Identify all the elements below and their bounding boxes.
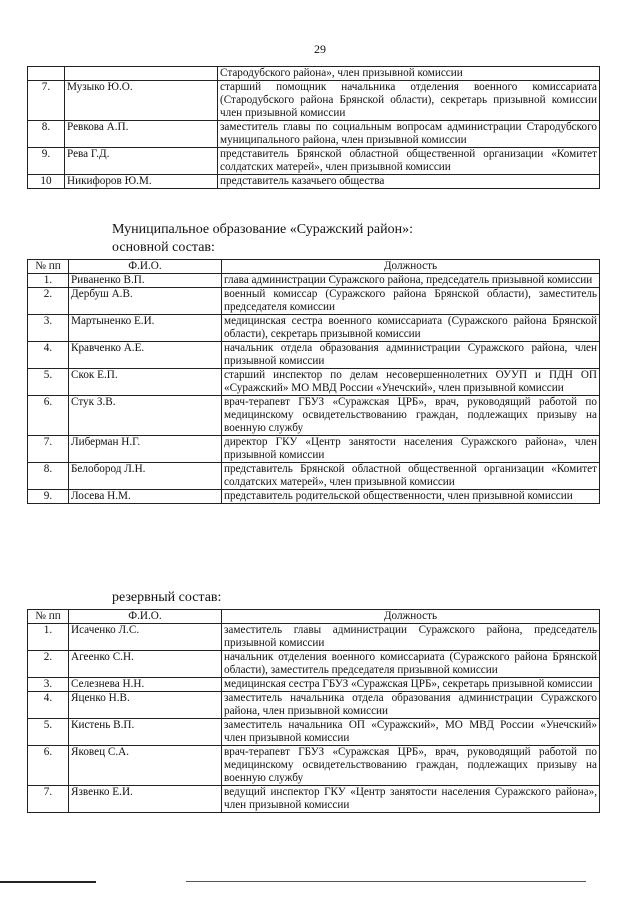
row-number: 8. [28, 463, 69, 490]
member-name: Яковец С.А. [69, 746, 222, 786]
member-position: директор ГКУ «Центр занятости населения Суражского района», член призывной комиссии [222, 436, 600, 463]
member-name: Музыко Ю.О. [65, 81, 218, 121]
row-number: 3. [28, 678, 69, 692]
header-num: № пп [28, 610, 69, 624]
row-number: 4. [28, 692, 69, 719]
header-position: Должность [222, 260, 600, 274]
member-name: Кистень В.П. [69, 719, 222, 746]
member-position: заместитель начальника ОП «Суражский», МО МВД России «Унечский» член призывной комиссии [222, 719, 600, 746]
table-row [28, 651, 600, 678]
row-number: 7. [28, 81, 65, 121]
table-row [28, 436, 600, 463]
header-name: Ф.И.О. [69, 260, 222, 274]
table-row [28, 274, 600, 288]
header-name: Ф.И.О. [69, 610, 222, 624]
reserve-composition-heading: резервный состав: [112, 590, 222, 605]
member-name: Ревкова А.П. [65, 121, 218, 148]
row-number: 2. [28, 651, 69, 678]
member-name: Дербуш А.В. [69, 288, 222, 315]
row-number: 6. [28, 746, 69, 786]
table-row [28, 288, 600, 315]
main-composition-table [27, 259, 600, 504]
table-row [28, 692, 600, 719]
row-number: 2. [28, 288, 69, 315]
member-position: медицинская сестра военного комиссариата (Суражского района Брянской области), секретарь призывной комиссии [222, 315, 600, 342]
member-position: начальник отделения военного комиссариата (Суражского района Брянской области), заместитель председателя призывной комиссии [222, 651, 600, 678]
header-num: № пп [28, 260, 69, 274]
member-name: Лосева Н.М. [69, 490, 222, 504]
table-header-row [28, 610, 600, 624]
member-name [65, 67, 218, 81]
row-number: 10 [28, 175, 65, 189]
table-row [28, 719, 600, 746]
row-number: 5. [28, 369, 69, 396]
member-name: Скок Е.П. [69, 369, 222, 396]
table-row [28, 678, 600, 692]
municipality-heading: Муниципальное образование «Суражский район»: [112, 222, 413, 237]
reserve-composition-table [27, 609, 600, 813]
member-name: Кравченко А.Е. [69, 342, 222, 369]
row-number [28, 67, 65, 81]
member-position: Стародубского района», член призывной комиссии [218, 67, 600, 81]
table-row [28, 121, 600, 148]
table-row [28, 369, 600, 396]
member-position: заместитель начальника отдела образования администрации Суражского района, член призывной комиссии [222, 692, 600, 719]
footer-rule [0, 881, 96, 883]
member-position: старший помощник начальника отделения военного комиссариата (Стародубского района Брянской области), секретарь призывной комиссии член призывной комиссии [218, 81, 600, 121]
member-position: врач-терапевт ГБУЗ «Суражская ЦРБ», врач, руководящий работой по медицинскому освидетельствованию граждан, подлежащих призыву на военную службу [222, 746, 600, 786]
table-row [28, 315, 600, 342]
member-position: представитель Брянской областной общественной организации «Комитет солдатских матерей», член призывной комиссии [218, 148, 600, 175]
member-name: Риваненко В.П. [69, 274, 222, 288]
member-position: врач-терапевт ГБУЗ «Суражская ЦРБ», врач, руководящий работой по медицинскому освидетельствованию граждан, подлежащих призыву на военную службу [222, 396, 600, 436]
member-name: Мартыненко Е.И. [69, 315, 222, 342]
continued-commission-table [27, 66, 600, 189]
member-name: Никифоров Ю.М. [65, 175, 218, 189]
table-row [28, 746, 600, 786]
row-number: 6. [28, 396, 69, 436]
member-position: заместитель главы по социальным вопросам администрации Стародубского муниципального района, член призывной комиссии [218, 121, 600, 148]
member-position: заместитель главы администрации Суражского района, председатель призывной комиссии [222, 624, 600, 651]
table-row [28, 67, 600, 81]
row-number: 4. [28, 342, 69, 369]
table-row [28, 624, 600, 651]
table-header-row [28, 260, 600, 274]
member-position: представитель казачьего общества [218, 175, 600, 189]
table-row [28, 463, 600, 490]
main-composition-heading: основной состав: [112, 240, 215, 255]
member-position: военный комиссар (Суражского района Брянской области), заместитель председателя комиссии [222, 288, 600, 315]
member-name: Стук З.В. [69, 396, 222, 436]
member-position: представитель родительской общественности, член призывной комиссии [222, 490, 600, 504]
table-row [28, 786, 600, 813]
table-row [28, 396, 600, 436]
member-name: Исаченко Л.С. [69, 624, 222, 651]
member-position: медицинская сестра ГБУЗ «Суражская ЦРБ», секретарь призывной комиссии [222, 678, 600, 692]
header-position: Должность [222, 610, 600, 624]
member-name: Белобород Л.Н. [69, 463, 222, 490]
table-row [28, 490, 600, 504]
row-number: 1. [28, 274, 69, 288]
member-name: Яценко Н.В. [69, 692, 222, 719]
member-position: ведущий инспектор ГКУ «Центр занятости населения Суражского района», член призывной комиссии [222, 786, 600, 813]
member-name: Либерман Н.Г. [69, 436, 222, 463]
row-number: 3. [28, 315, 69, 342]
row-number: 1. [28, 624, 69, 651]
table-row [28, 175, 600, 189]
row-number: 5. [28, 719, 69, 746]
row-number: 9. [28, 490, 69, 504]
member-name: Рева Г.Д. [65, 148, 218, 175]
member-position: старший инспектор по делам несовершеннолетних ОУУП и ПДН ОП «Суражский» МО МВД России «Унечский», член призывной комиссии [222, 369, 600, 396]
row-number: 7. [28, 436, 69, 463]
table-row [28, 81, 600, 121]
member-position: начальник отдела образования администрации Суражского района, член призывной комиссии [222, 342, 600, 369]
member-position: глава администрации Суражского района, председатель призывной комиссии [222, 274, 600, 288]
row-number: 9. [28, 148, 65, 175]
table-row [28, 342, 600, 369]
footer-rule-thin [186, 881, 586, 882]
member-name: Агеенко С.Н. [69, 651, 222, 678]
row-number: 8. [28, 121, 65, 148]
table-row [28, 148, 600, 175]
member-name: Язвенко Е.И. [69, 786, 222, 813]
member-position: представитель Брянской областной общественной организации «Комитет солдатских матерей», член призывной комиссии [222, 463, 600, 490]
member-name: Селезнева Н.Н. [69, 678, 222, 692]
page-number: 29 [314, 42, 326, 56]
row-number: 7. [28, 786, 69, 813]
